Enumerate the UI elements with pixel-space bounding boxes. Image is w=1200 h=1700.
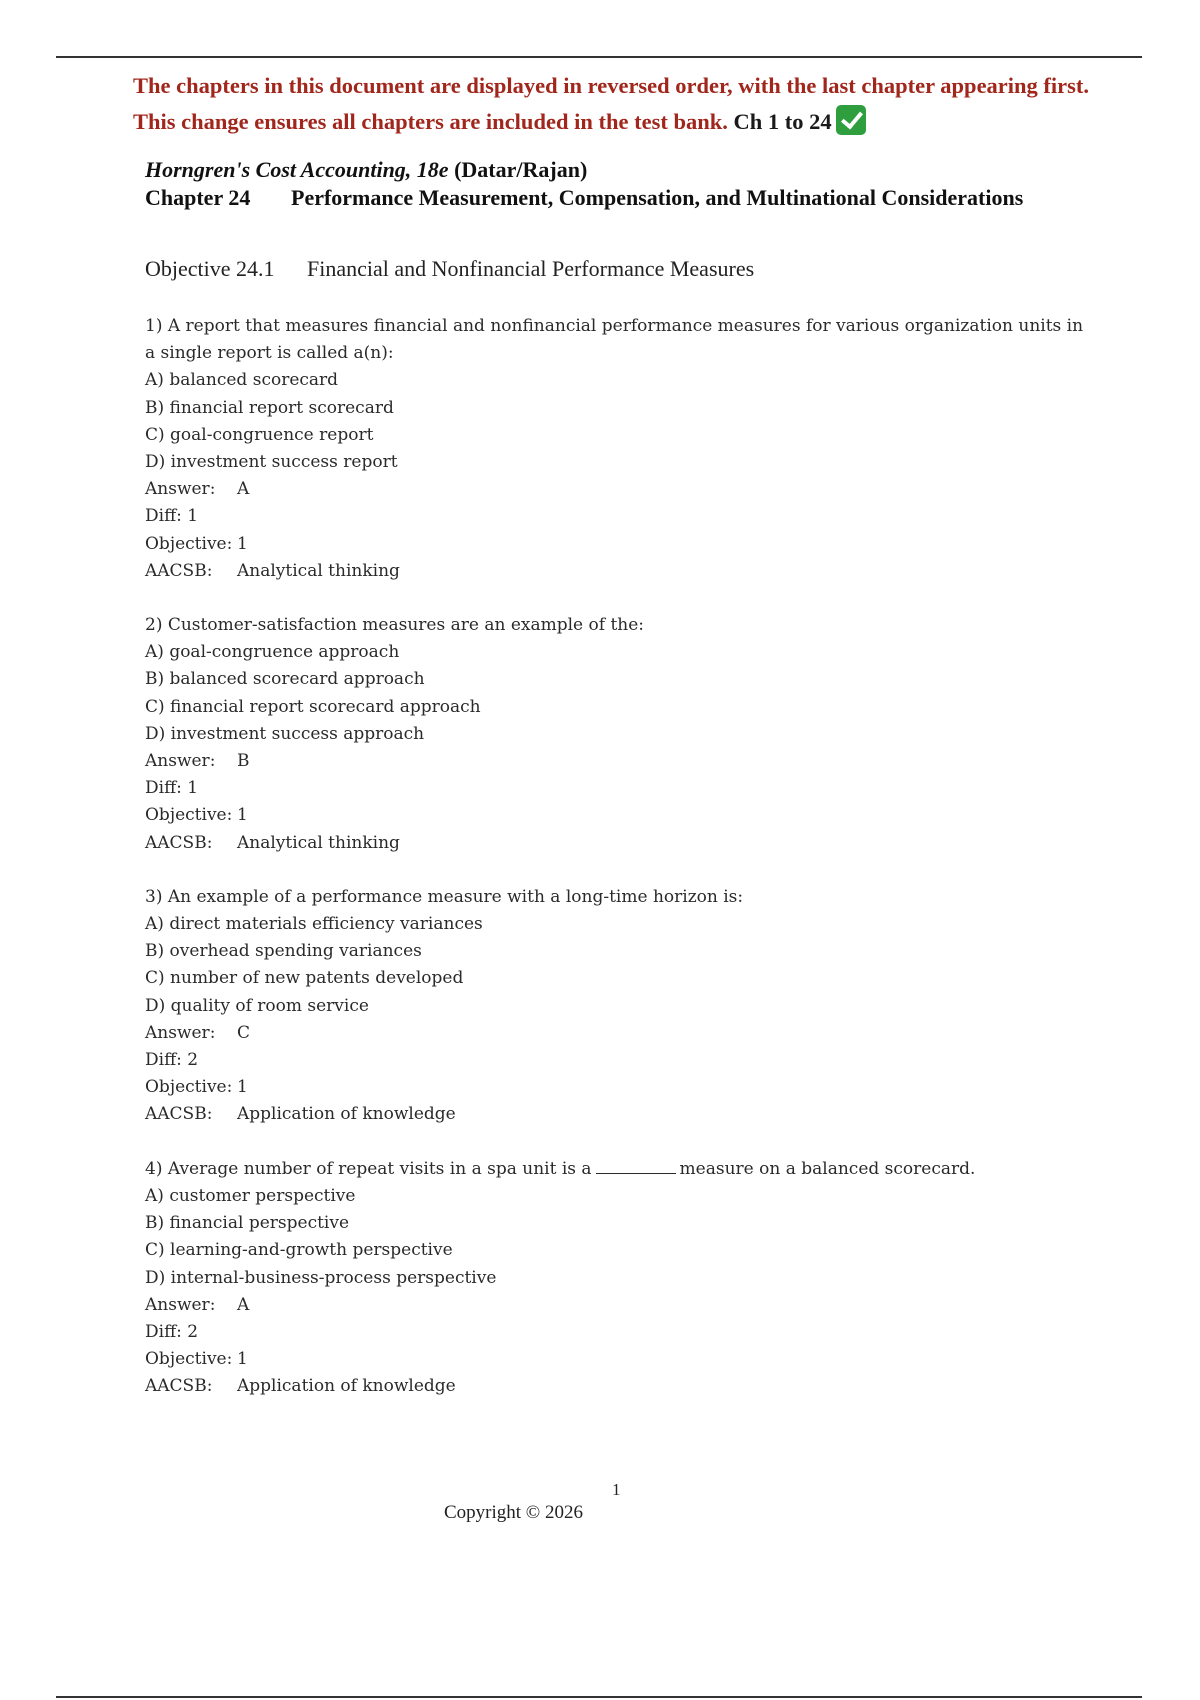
objective-value: 1	[237, 805, 248, 826]
objective-value: 1	[237, 533, 248, 554]
objective-line	[145, 531, 1095, 558]
option-c: C) number of new patents developed	[145, 968, 464, 989]
copyright-notice: Copyright © 2026	[444, 1502, 583, 1523]
option-a: A) customer perspective	[145, 1185, 356, 1206]
book-title-line	[145, 156, 1105, 184]
objective-line	[145, 802, 1095, 829]
objective-title: Financial and Nonfinancial Performance Measures	[307, 256, 755, 281]
diff-value: 1	[187, 778, 199, 799]
option-b: B) financial report scorecard	[145, 397, 394, 418]
option-a: A) goal-congruence approach	[145, 642, 400, 663]
objective-line	[145, 1074, 1095, 1101]
option-b: B) balanced scorecard approach	[145, 669, 425, 690]
page-number: 1	[612, 1480, 621, 1499]
objective-value: 1	[237, 1077, 248, 1098]
aacsb-value: Analytical thinking	[237, 560, 400, 581]
top-rule	[56, 56, 1142, 58]
answer-label: Answer:	[145, 479, 216, 500]
objective-value: 1	[237, 1349, 248, 1370]
question-list	[145, 313, 1095, 1428]
option-d: D) investment success approach	[145, 723, 425, 744]
answer-label: Answer:	[145, 1294, 216, 1315]
option-d: D) investment success report	[145, 452, 398, 473]
aacsb-label: AACSB:	[145, 560, 213, 581]
chapter-range: Ch 1 to 24	[733, 109, 832, 134]
diff-label: Diff:	[145, 1050, 182, 1071]
diff-line	[145, 1319, 1095, 1346]
aacsb-label: AACSB:	[145, 1104, 213, 1125]
aacsb-value: Application of knowledge	[237, 1104, 456, 1125]
option-c: C) goal-congruence report	[145, 424, 374, 445]
diff-line	[145, 1047, 1095, 1074]
fill-in-blank	[596, 1159, 676, 1174]
aacsb-line	[145, 830, 1095, 857]
book-authors: (Datar/Rajan)	[454, 157, 588, 182]
answer-label: Answer:	[145, 751, 216, 772]
question-1	[145, 313, 1095, 585]
chapter-number: Chapter 24	[145, 185, 251, 210]
stem-after-blank: measure on a balanced scorecard.	[679, 1158, 976, 1179]
answer-line	[145, 748, 1095, 775]
book-title: Horngren's Cost Accounting, 18e	[145, 157, 449, 182]
question-4	[145, 1156, 1095, 1401]
notice-text: The chapters in this document are displayed in reversed order, with the last chapter appearing first. This change ensures all chapters are included in the test bank.	[133, 73, 1090, 134]
diff-value: 2	[187, 1321, 199, 1342]
question-stem	[145, 1156, 1095, 1183]
answer-line	[145, 476, 1095, 503]
objective-label: Objective:	[145, 805, 233, 826]
question-stem: 1) A report that measures financial and nonfinancial performance measures for various organization units in a single report is called a(n):	[145, 316, 1084, 364]
objective-label: Objective:	[145, 1077, 233, 1098]
diff-label: Diff:	[145, 1321, 182, 1342]
option-d: D) quality of room service	[145, 995, 369, 1016]
option-a: A) balanced scorecard	[145, 370, 339, 391]
answer-value: A	[237, 1294, 250, 1315]
objective-label: Objective:	[145, 533, 233, 554]
option-c: C) learning-and-growth perspective	[145, 1240, 453, 1261]
question-stem: 2) Customer-satisfaction measures are an example of the:	[145, 615, 645, 636]
chapter-line	[145, 184, 1105, 212]
reversed-order-notice	[133, 68, 1133, 140]
objective-line	[145, 1346, 1095, 1373]
diff-label: Diff:	[145, 778, 182, 799]
objective-number: Objective 24.1	[145, 256, 275, 281]
question-stem: 3) An example of a performance measure with a long-time horizon is:	[145, 886, 744, 907]
check-mark-icon	[836, 105, 866, 135]
stem-before-blank: 4) Average number of repeat visits in a spa unit is a	[145, 1158, 592, 1179]
option-b: B) financial perspective	[145, 1213, 350, 1234]
aacsb-label: AACSB:	[145, 832, 213, 853]
answer-value: A	[237, 479, 250, 500]
question-2	[145, 612, 1095, 857]
diff-line	[145, 503, 1095, 530]
objective-label: Objective:	[145, 1349, 233, 1370]
document-heading	[145, 156, 1105, 212]
aacsb-value: Analytical thinking	[237, 832, 400, 853]
option-a: A) direct materials efficiency variances	[145, 914, 483, 935]
aacsb-line	[145, 1101, 1095, 1128]
answer-line	[145, 1292, 1095, 1319]
diff-label: Diff:	[145, 506, 182, 527]
option-c: C) financial report scorecard approach	[145, 696, 481, 717]
answer-label: Answer:	[145, 1022, 216, 1043]
bottom-rule	[56, 1696, 1142, 1698]
objective-heading	[145, 256, 754, 282]
question-3	[145, 884, 1095, 1129]
aacsb-value: Application of knowledge	[237, 1376, 456, 1397]
aacsb-line	[145, 1373, 1095, 1400]
option-b: B) overhead spending variances	[145, 941, 422, 962]
answer-value: C	[237, 1022, 251, 1043]
aacsb-line	[145, 558, 1095, 585]
diff-line	[145, 775, 1095, 802]
diff-value: 2	[187, 1050, 199, 1071]
answer-line	[145, 1020, 1095, 1047]
option-d: D) internal-business-process perspective	[145, 1267, 497, 1288]
diff-value: 1	[187, 506, 199, 527]
aacsb-label: AACSB:	[145, 1376, 213, 1397]
answer-value: B	[237, 751, 250, 772]
chapter-title: Performance Measurement, Compensation, and Multinational Considerations	[291, 185, 1024, 210]
